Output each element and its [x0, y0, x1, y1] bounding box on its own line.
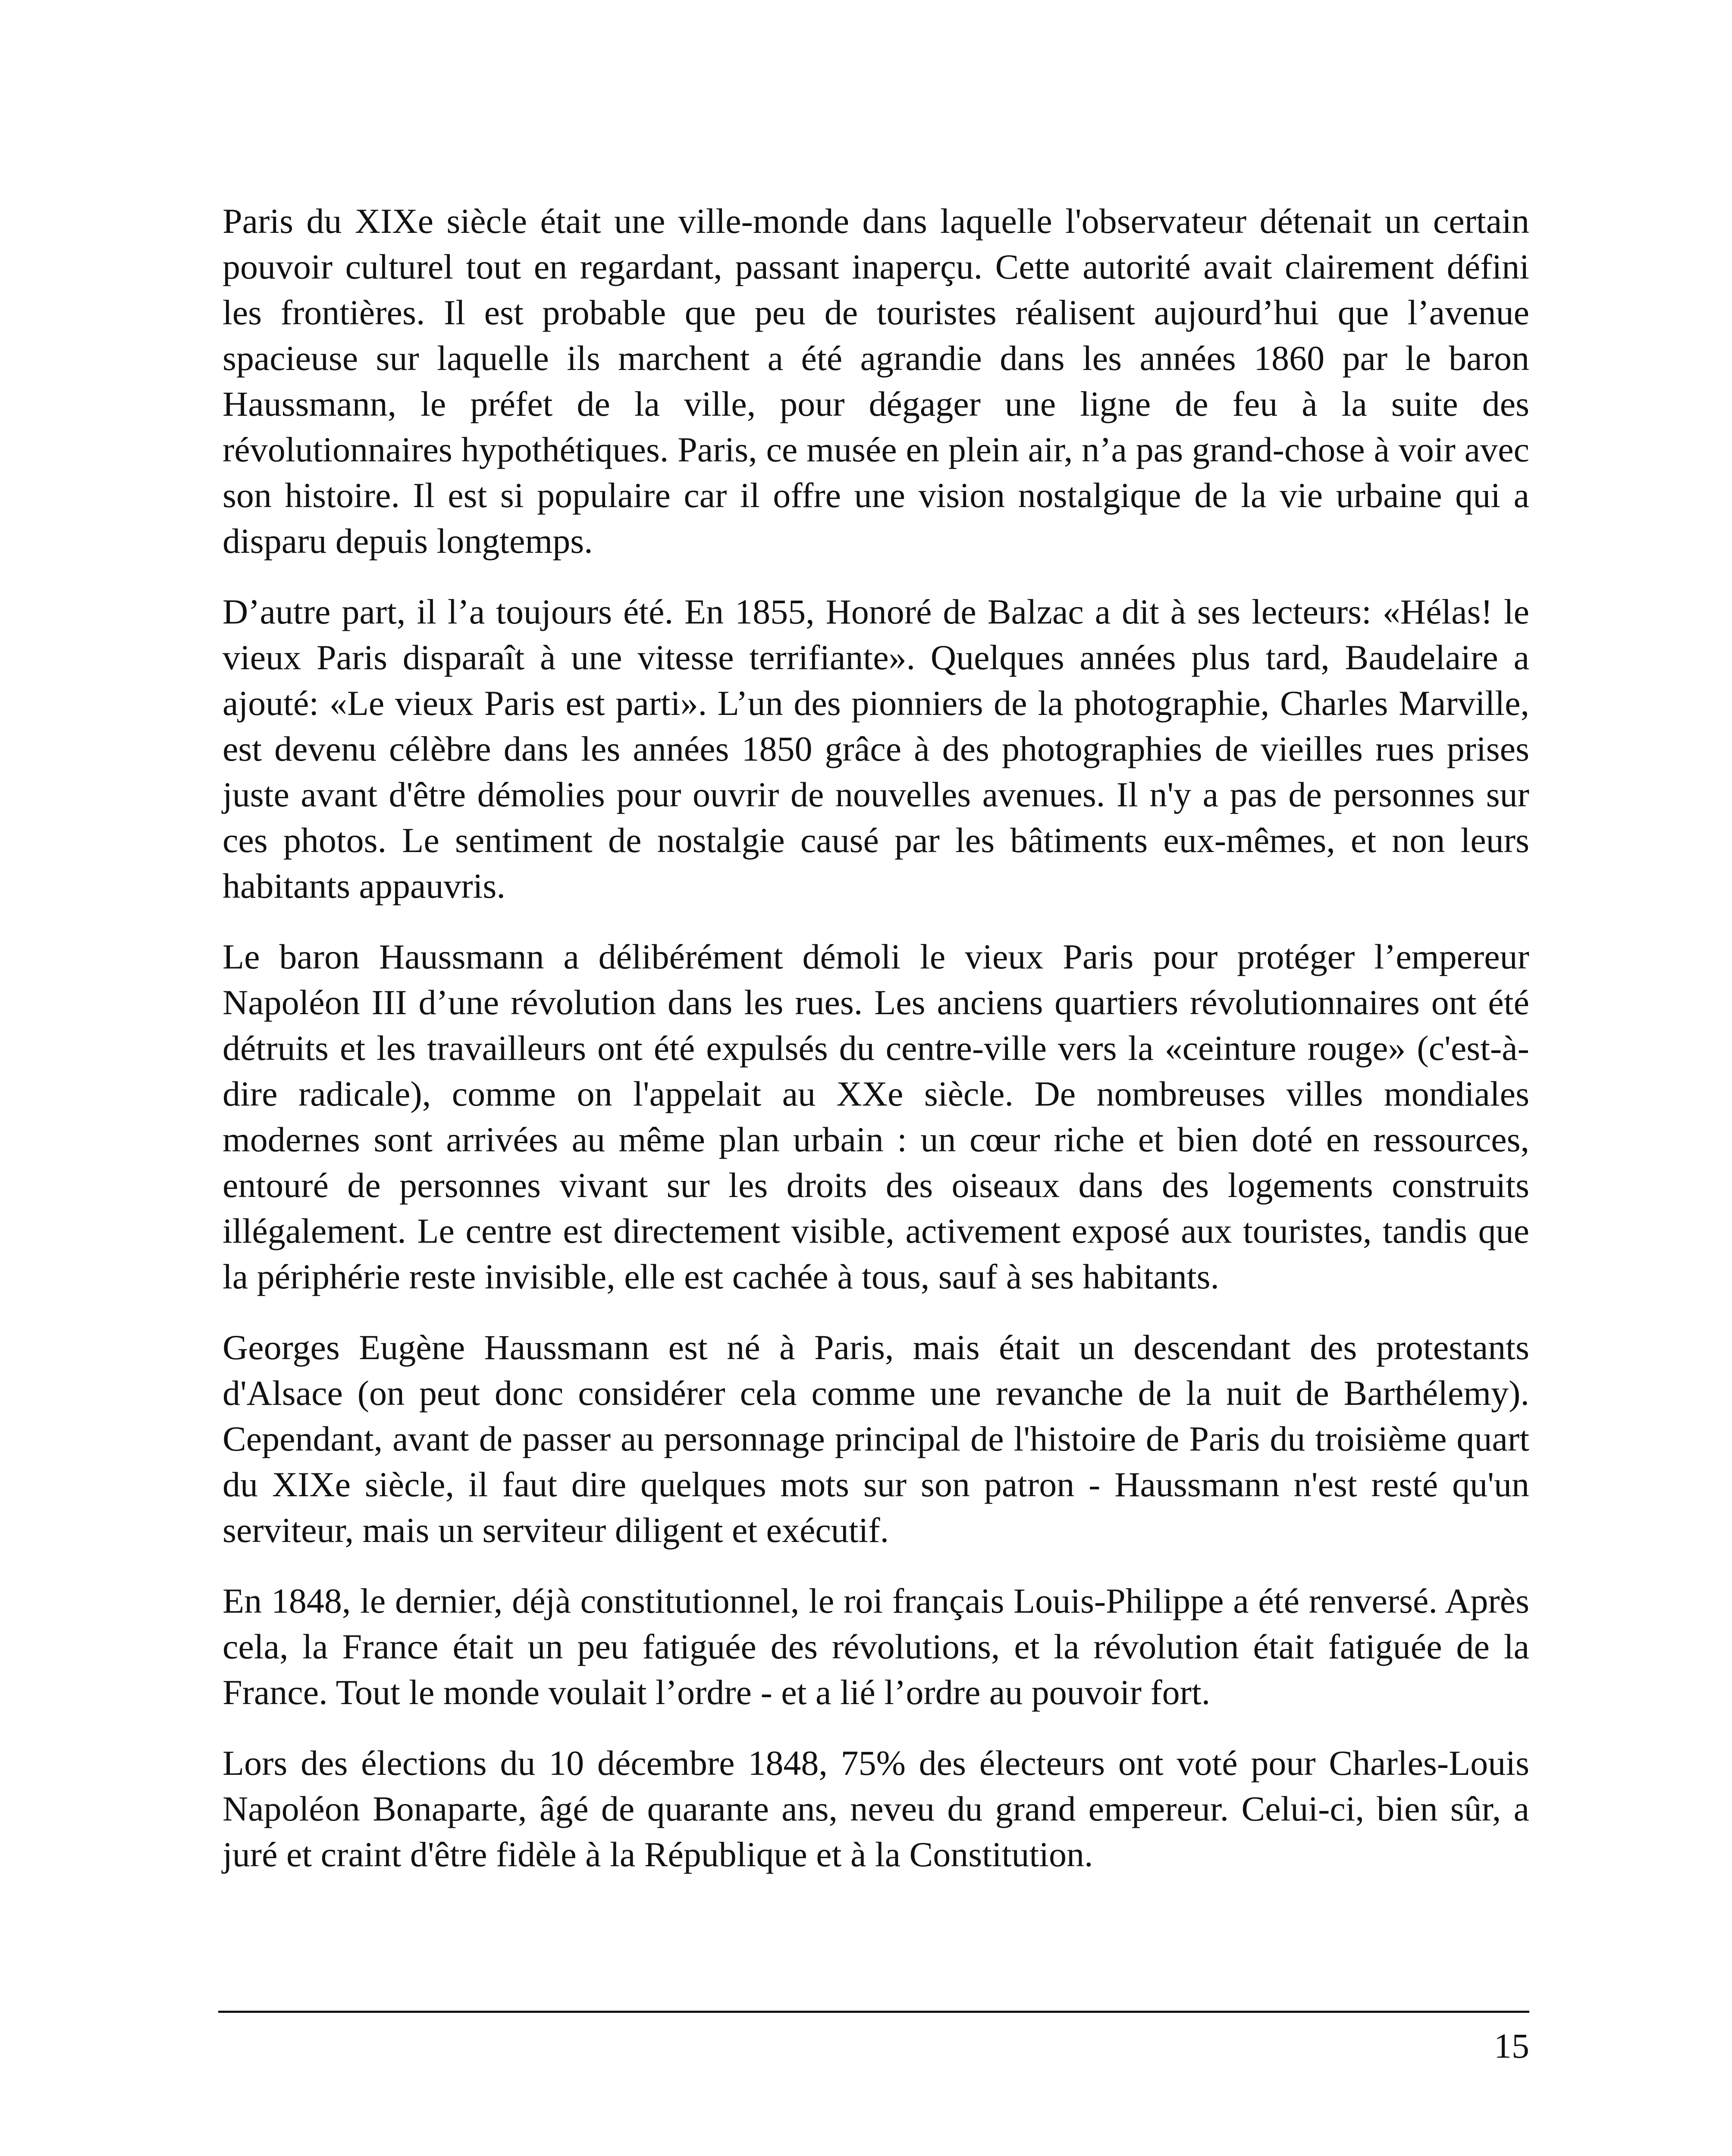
paragraph-6: Lors des élections du 10 décembre 1848, 75% des électeurs ont voté pour Charles-Louis Napoléon Bonaparte, âgé de quarante ans, neveu du grand empereur. Celui-ci, bien sûr, a juré et craint d'être fidèle à la République et à la Constitution.: [223, 1743, 1529, 1874]
paragraph-1: Paris du XIXe siècle était une ville-monde dans laquelle l'observateur détenait un certain pouvoir culturel tout en regardant, passant inaperçu. Cette autorité avait clairement défini les frontières. Il est probable que peu de touristes réalisent aujourd’hui que l’avenue spacieuse sur laquelle ils marchent a été agrandie dans les années 1860 par le baron Haussmann, le préfet de la ville, pour dégager une ligne de feu à la suite des révolutionnaires hypothétiques. Paris, ce musée en plein air, n’a pas grand-chose à voir avec son histoire. Il est si populaire car il offre une vision nostalgique de la vie urbaine qui a disparu depuis longtemps.: [223, 201, 1529, 561]
footer-divider: [218, 2011, 1529, 2013]
page-number: 15: [1494, 2026, 1529, 2065]
paragraph-4: Georges Eugène Haussmann est né à Paris, mais était un descendant des protestants d'Alsace (on peut donc considérer cela comme une revanche de la nuit de Barthélemy). Cependant, avant de passer au personnage principal de l'histoire de Paris du troisième quart du XIXe siècle, il faut dire quelques mots sur son patron - Haussmann n'est resté qu'un serviteur, mais un serviteur diligent et exécutif.: [223, 1328, 1529, 1550]
paragraph-5: En 1848, le dernier, déjà constitutionnel, le roi français Louis-Philippe a été renversé. Après cela, la France était un peu fatiguée des révolutions, et la révolution était fatiguée de la France. Tout le monde voulait l’ordre - et a lié l’ordre au pouvoir fort.: [223, 1581, 1529, 1712]
page-body: [223, 198, 1529, 1902]
paragraph-2: D’autre part, il l’a toujours été. En 1855, Honoré de Balzac a dit à ses lecteurs: «Hélas! le vieux Paris disparaît à une vitesse terrifiante». Quelques années plus tard, Baudelaire a ajouté: «Le vieux Paris est parti». L’un des pionniers de la photographie, Charles Marville, est devenu célèbre dans les années 1850 grâce à des photographies de vieilles rues prises juste avant d'être démolies pour ouvrir de nouvelles avenues. Il n'y a pas de personnes sur ces photos. Le sentiment de nostalgie causé par les bâtiments eux-mêmes, et non leurs habitants appauvris.: [223, 592, 1529, 906]
paragraph-3: Le baron Haussmann a délibérément démoli le vieux Paris pour protéger l’empereur Napoléon III d’une révolution dans les rues. Les anciens quartiers révolutionnaires ont été détruits et les travailleurs ont été expulsés du centre-ville vers la «ceinture rouge» (c'est-à-dire radicale), comme on l'appelait au XXe siècle. De nombreuses villes mondiales modernes sont arrivées au même plan urbain : un cœur riche et bien doté en ressources, entouré de personnes vivant sur les droits des oiseaux dans des logements construits illégalement. Le centre est directement visible, activement exposé aux touristes, tandis que la périphérie reste invisible, elle est cachée à tous, sauf à ses habitants.: [223, 937, 1529, 1296]
